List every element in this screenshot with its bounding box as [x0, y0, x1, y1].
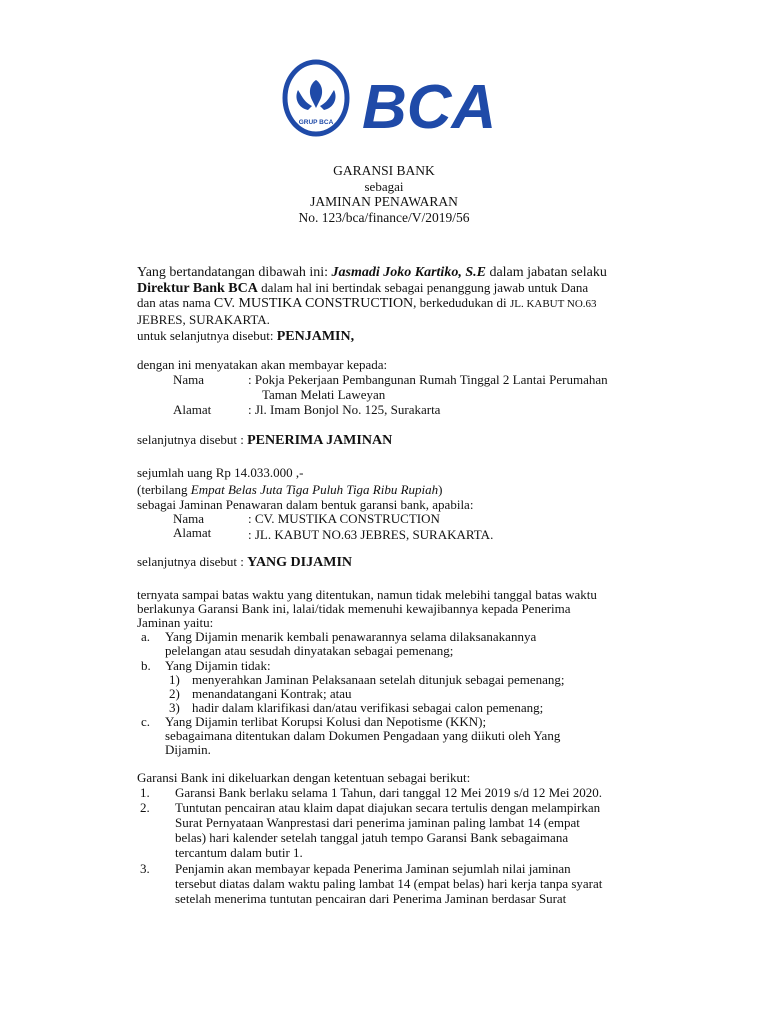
- title-line-2: sebagai: [364, 179, 404, 194]
- principal-name-label: Nama: [173, 511, 205, 526]
- term-2-line-2: Surat Pernyataan Wanprestasi dari penerima jaminan paling lambat 14 (empat: [175, 815, 580, 830]
- term-1-number: 1.: [140, 785, 150, 800]
- payee-name-label: Nama: [173, 372, 205, 387]
- intro-text: dalam jabatan selaku: [485, 265, 607, 280]
- intro-text: dan atas nama: [137, 295, 214, 310]
- condition-b-3-number: 3): [169, 700, 180, 715]
- intro-line-5: [137, 328, 657, 344]
- principal-name-value: : CV. MUSTIKA CONSTRUCTION: [248, 511, 440, 526]
- intro-text: dalam hal ini bertindak sebagai penanggung jawab untuk Dana: [257, 280, 589, 295]
- intro-line-1: [137, 265, 657, 280]
- term-2-line-1: Tuntutan pencairan atau klaim dapat diajukan secara tertulis dengan melampirkan: [175, 800, 601, 815]
- emblem-text: GRUP BCA: [298, 119, 334, 126]
- condition-a-line-1: Yang Dijamin menarik kembali penawarannya selama dilaksanakannya: [165, 629, 537, 644]
- guarantor-label: PENJAMIN,: [276, 329, 355, 344]
- bca-wordmark: BCA: [362, 73, 497, 142]
- bca-logo: [282, 58, 512, 148]
- words-text: ): [438, 482, 443, 497]
- amount-words: Empat Belas Juta Tiga Puluh Tiga Ribu Rupiah: [190, 482, 439, 497]
- bca-emblem: [285, 62, 347, 134]
- amount-in-words: [137, 482, 657, 497]
- words-text: (terbilang: [137, 482, 191, 497]
- intro-line-4: JEBRES, SURAKARTA.: [137, 312, 270, 327]
- term-2-line-4: tercantum dalam butir 1.: [175, 845, 303, 860]
- condition-c-line-2: sebagaimana ditentukan dalam Dokumen Pengadaan yang diikuti oleh Yang: [165, 728, 561, 743]
- beneficiary-label: PENERIMA JAMINAN: [247, 433, 393, 448]
- amount-purpose: sebagai Jaminan Penawaran dalam bentuk garansi bank, apabila:: [137, 497, 474, 512]
- intro-text: Yang bertandatangan dibawah ini:: [137, 265, 332, 280]
- title-line-1: GARANSI BANK: [333, 163, 435, 178]
- ref-text: selanjutnya disebut :: [137, 432, 248, 447]
- condition-b-line-1: Yang Dijamin tidak:: [165, 658, 271, 673]
- payee-ref: [137, 432, 657, 448]
- title-line-3: JAMINAN PENAWARAN: [310, 194, 458, 209]
- condition-c-line-3: Dijamin.: [165, 742, 211, 757]
- term-2-line-3: belas) hari kalender setelah tanggal jatuh tempo Garansi Bank sebagaimana: [175, 830, 569, 845]
- term-3-number: 3.: [140, 861, 150, 876]
- intro-line-2: [137, 280, 657, 296]
- condition-b-2-text: menandatangani Kontrak; atau: [192, 686, 352, 701]
- payee-address-value: : Jl. Imam Bonjol No. 125, Surakarta: [248, 402, 441, 417]
- payee-name-value-2: Taman Melati Laweyan: [262, 387, 386, 402]
- company-address: JL. KABUT NO.63: [509, 298, 597, 310]
- condition-a-marker: a.: [141, 629, 151, 644]
- term-3-line-3: setelah menerima tuntutan pencairan dari Penerima Jaminan berdasar Surat: [175, 891, 567, 906]
- principal-address-value: : JL. KABUT NO.63 JEBRES, SURAKARTA.: [248, 527, 494, 542]
- signatory-name: Jasmadi Joko Kartiko, S.E: [331, 265, 486, 280]
- payee-name-value: : Pokja Pekerjaan Pembangunan Rumah Tinggal 2 Lantai Perumahan: [248, 372, 608, 387]
- amount-line: sejumlah uang Rp 14.033.000 ,-: [137, 465, 304, 480]
- principal-ref: [137, 554, 657, 570]
- company-name: CV. MUSTIKA CONSTRUCTION: [213, 296, 414, 311]
- condition-b-marker: b.: [141, 658, 151, 673]
- term-3-line-2: tersebut diatas dalam waktu paling lambat 14 (empat belas) hari kerja tanpa syarat: [175, 876, 603, 891]
- conditions-lead-3: Jaminan yaitu:: [137, 615, 214, 630]
- term-1-text: Garansi Bank berlaku selama 1 Tahun, dari tanggal 12 Mei 2019 s/d 12 Mei 2020.: [175, 785, 603, 800]
- intro-text: , berkedudukan di: [413, 295, 510, 310]
- principal-address-label: Alamat: [173, 525, 212, 540]
- intro-text: untuk selanjutnya disebut:: [137, 328, 277, 343]
- term-2-number: 2.: [140, 800, 150, 815]
- payee-lead: dengan ini menyatakan akan membayar kepada:: [137, 357, 388, 372]
- title-line-4: No. 123/bca/finance/V/2019/56: [298, 210, 470, 225]
- document-title: [0, 163, 768, 226]
- conditions-lead-1: ternyata sampai batas waktu yang ditentukan, namun tidak melebihi tanggal batas waktu: [137, 587, 597, 602]
- terms-lead: Garansi Bank ini dikeluarkan dengan ketentuan sebagai berikut:: [137, 770, 471, 785]
- condition-b-2-number: 2): [169, 686, 180, 701]
- condition-b-3-text: hadir dalam klarifikasi dan/atau verifikasi sebagai calon pemenang;: [192, 700, 544, 715]
- intro-line-3: [137, 295, 657, 312]
- condition-b-1-text: menyerahkan Jaminan Pelaksanaan setelah ditunjuk sebagai pemenang;: [192, 672, 565, 687]
- payee-address-label: Alamat: [173, 402, 212, 417]
- condition-c-line-1: Yang Dijamin terlibat Korupsi Kolusi dan Nepotisme (KKN);: [165, 714, 487, 729]
- condition-a-line-2: pelelangan atau sesudah dinyatakan sebagai pemenang;: [165, 643, 454, 658]
- ref-text: selanjutnya disebut :: [137, 554, 248, 569]
- term-3-line-1: Penjamin akan membayar kepada Penerima Jaminan sejumlah nilai jaminan: [175, 861, 571, 876]
- condition-b-1-number: 1): [169, 672, 180, 687]
- conditions-lead-2: berlakunya Garansi Bank ini, lalai/tidak memenuhi kewajibannya kepada Penerima: [137, 601, 571, 616]
- condition-c-marker: c.: [141, 714, 151, 729]
- principal-label: YANG DIJAMIN: [247, 555, 353, 570]
- signatory-title: Direktur Bank BCA: [137, 281, 258, 296]
